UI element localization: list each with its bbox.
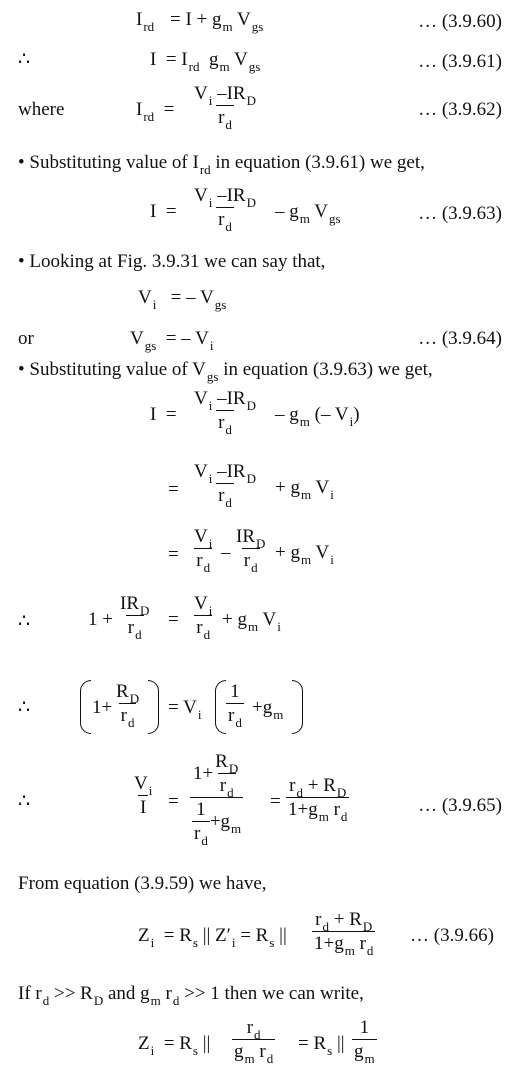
final-eq-lhs: $Z_i = R_s$ || [138, 1033, 211, 1058]
bullet-substituting-ird: • Substituting value of $I_{rd}$ in equation (3.9.61) we get, [18, 152, 425, 177]
fraction-3963: $V_i$ $-IR_D$ $r_d$ [194, 185, 256, 234]
eq-number-3966: … (3.9.66) [410, 925, 494, 946]
complex-fraction-3965: 1+ $\frac{R_D}{r_d}$ 1 $r_d$ $+g_m$ [190, 752, 243, 843]
eq-step4-equals: = [168, 609, 179, 630]
left-paren [215, 680, 226, 734]
eq-step3-rhs: + $g_m$ $V_i$ [275, 542, 334, 567]
eq-vi-vgs: $V_i$ = – $V_{gs}$ [138, 287, 227, 312]
eq-3961-body: $I = I_{rd}$ $g_m$ $V_{gs}$ [150, 49, 261, 74]
eq-step2-rhs: + $g_m$ $V_i$ [275, 477, 334, 502]
where-label: where [18, 99, 65, 120]
left-paren [80, 680, 91, 734]
fraction-step5-b: $\frac{1}{r_d}$ [228, 681, 242, 730]
fraction-substituted-1: $V_i$ $-IR_D$ $r_d$ [194, 388, 256, 437]
fraction-step3-a: $\frac{V_i}{r_d}$ [194, 526, 213, 575]
fraction-final-b: $\frac{1}{g_m}$ [354, 1017, 375, 1066]
eq-number-3961: … (3.9.61) [418, 51, 502, 72]
eq-step4-one-plus: 1 + [88, 609, 113, 630]
eq-number-3962: … (3.9.62) [418, 99, 502, 120]
therefore-symbol: ∴ [18, 611, 31, 632]
eq-3965-equals: = [168, 791, 179, 812]
eq-step3-minus: – [221, 542, 231, 563]
eq-number-3960: … (3.9.60) [418, 11, 502, 32]
eq-number-3965: … (3.9.65) [418, 795, 502, 816]
eq-3960-rhs: = $I + g_m$ $V_{gs}$ [170, 9, 264, 34]
or-label: or [18, 328, 34, 349]
fraction-step4-a: $IR_D$ $r_d$ [120, 593, 150, 642]
eq-3964-body: $V_{gs}$ = – $V_i$ [130, 328, 214, 353]
therefore-symbol: ∴ [18, 791, 31, 812]
therefore-symbol: ∴ [18, 697, 31, 718]
eq-step5-one-plus: 1+ [92, 697, 113, 718]
eq-3963-rhs: – $g_m$ $V_{gs}$ [275, 201, 341, 226]
eq-3962-lhs: $I_{rd}$ = [136, 99, 175, 124]
eq-3966-body: $Z_i = R_s$ || $Z'_i = R_s$ || [138, 925, 287, 950]
fraction-3966: $\frac{r_d + R_D}{1+g_m r_d}$ [314, 909, 374, 958]
eq-step4-rhs: + $g_m$ $V_i$ [222, 609, 281, 634]
eq-number-3964: … (3.9.64) [418, 328, 502, 349]
fraction-step5-a: $\frac{R_D}{r_d}$ [116, 681, 140, 730]
eq-step3-equals: = [168, 544, 179, 565]
fraction-step4-b: $\frac{V_i}{r_d}$ [194, 593, 213, 642]
final-eq-mid: = $R_s$ || [298, 1033, 345, 1058]
fraction-3965-result: $\frac{r_d + R_D}{1+g_m r_d}$ [288, 775, 348, 824]
eq-3965-equals-2: = [270, 791, 281, 812]
eq-substituted-lhs: I = [150, 404, 177, 425]
bullet-looking: • Looking at Fig. 3.9.31 we can say that, [18, 251, 326, 272]
from-equation-text: From equation (3.9.59) we have, [18, 873, 267, 894]
condition-text: If $r_d >> R_D$ and $g_m$ $r_d >> 1$ then we can write, [18, 983, 364, 1008]
fraction-final-a: $\frac{r_d}{g_m r_d}$ [234, 1017, 274, 1066]
eq-step5-equals: = $V_i$ [168, 697, 202, 722]
fraction-step2: $V_i$ $-IR_D$ $r_d$ [194, 461, 256, 510]
fraction-step3-b: $IR_D$ $r_d$ [236, 526, 266, 575]
eq-number-3963: … (3.9.63) [418, 203, 502, 224]
fraction-3962: $V_i$ $-IR_D$ $r_d$ [194, 83, 256, 132]
eq-3960-lhs: $I_{rd}$ [136, 9, 155, 34]
bullet-substituting-vgs: • Substituting value of $V_{gs}$ in equation (3.9.63) we get, [18, 359, 433, 384]
right-paren [148, 680, 159, 734]
eq-substituted-rhs: – $g_m$ (– $V_i$) [275, 404, 360, 429]
eq-step5-gm: $+g_m$ [252, 697, 284, 722]
right-paren [292, 680, 303, 734]
therefore-symbol: ∴ [18, 49, 31, 70]
eq-3963-lhs: I = [150, 201, 177, 222]
eq-step2-equals: = [168, 479, 179, 500]
fraction-vi-over-i: $\frac{V_i}{I}$ [134, 773, 153, 818]
